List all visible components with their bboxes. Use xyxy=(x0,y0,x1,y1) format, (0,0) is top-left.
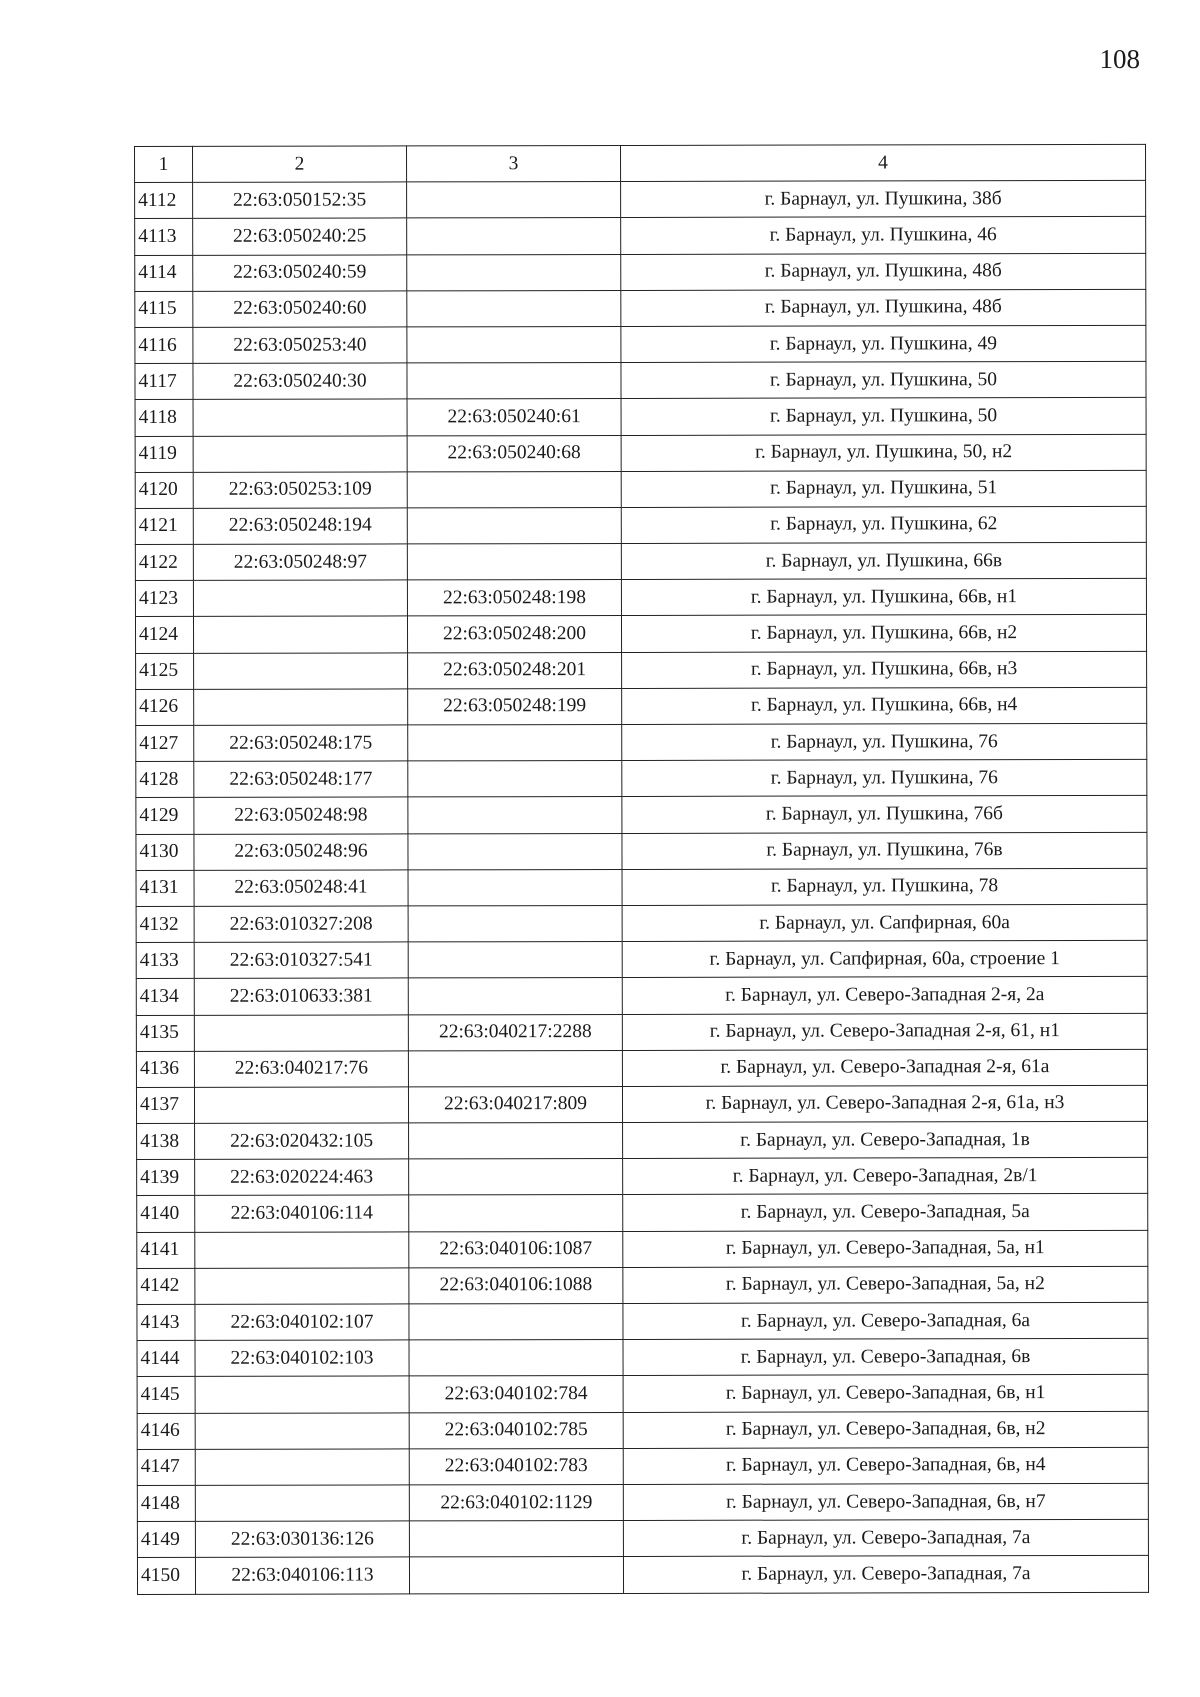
row-number: 4120 xyxy=(135,472,193,508)
cadastral-number-col2 xyxy=(193,580,407,617)
table-row xyxy=(136,904,1147,942)
row-number: 4128 xyxy=(136,762,194,798)
row-number: 4146 xyxy=(137,1413,195,1449)
address: г. Барнаул, ул. Пушкина, 78 xyxy=(622,868,1147,905)
cadastral-number-col2: 22:63:050248:98 xyxy=(194,797,408,834)
address: г. Барнаул, ул. Сапфирная, 60а xyxy=(622,904,1147,941)
table-row xyxy=(135,470,1146,508)
page-number: 108 xyxy=(1099,44,1140,74)
cadastral-number-col2: 22:63:040106:114 xyxy=(195,1195,409,1232)
row-number: 4147 xyxy=(137,1449,195,1485)
row-number: 4137 xyxy=(136,1087,194,1123)
cadastral-number-col2 xyxy=(195,1485,409,1522)
row-number: 4149 xyxy=(137,1521,195,1557)
row-number: 4134 xyxy=(136,979,194,1015)
cadastral-number-col3: 22:63:040102:785 xyxy=(409,1412,623,1449)
row-number: 4136 xyxy=(136,1051,194,1087)
table-row xyxy=(136,1049,1147,1087)
row-number: 4114 xyxy=(135,255,193,291)
cadastral-number-col2: 22:63:040102:107 xyxy=(195,1304,409,1341)
row-number: 4138 xyxy=(137,1123,195,1159)
cadastral-number-col2 xyxy=(194,653,408,690)
address: г. Барнаул, ул. Северо-Западная, 6в, н4 xyxy=(623,1447,1148,1484)
address: г. Барнаул, ул. Пушкина, 76б xyxy=(622,796,1147,833)
row-number: 4140 xyxy=(137,1196,195,1232)
cadastral-number-col3 xyxy=(407,507,621,544)
cadastral-number-col2: 22:63:040217:76 xyxy=(194,1051,408,1088)
address: г. Барнаул, ул. Северо-Западная, 5а xyxy=(623,1194,1148,1231)
row-number: 4117 xyxy=(135,364,193,400)
cadastral-number-col2 xyxy=(195,1376,409,1413)
table-row xyxy=(135,434,1146,472)
row-number: 4118 xyxy=(135,400,193,436)
cadastral-number-col3 xyxy=(407,363,621,400)
cadastral-number-col3 xyxy=(409,1159,623,1196)
cadastral-number-col2 xyxy=(195,1449,409,1486)
cadastral-number-col2: 22:63:050248:97 xyxy=(193,544,407,581)
row-number: 4126 xyxy=(136,689,194,725)
cadastral-number-col2: 22:63:010633:381 xyxy=(194,978,408,1015)
address: г. Барнаул, ул. Северо-Западная, 7а xyxy=(623,1520,1148,1557)
row-number: 4124 xyxy=(135,617,193,653)
address: г. Барнаул, ул. Пушкина, 46 xyxy=(621,217,1146,254)
cadastral-number-col3: 22:63:040217:2288 xyxy=(408,1014,622,1051)
address: г. Барнаул, ул. Пушкина, 66в, н1 xyxy=(621,579,1146,616)
cadastral-number-col2 xyxy=(195,1268,409,1305)
table-row xyxy=(137,1375,1148,1413)
address: г. Барнаул, ул. Пушкина, 51 xyxy=(621,470,1146,507)
register-table xyxy=(134,144,1149,1595)
row-number: 4131 xyxy=(136,870,194,906)
cadastral-number-col3 xyxy=(407,290,621,327)
address: г. Барнаул, ул. Северо-Западная, 6в, н2 xyxy=(623,1411,1148,1448)
address: г. Барнаул, ул. Пушкина, 48б xyxy=(621,253,1146,290)
cadastral-number-col2: 22:63:050248:194 xyxy=(193,508,407,545)
cadastral-number-col3 xyxy=(407,182,621,219)
row-number: 4121 xyxy=(135,508,193,544)
cadastral-number-col2: 22:63:040106:113 xyxy=(195,1557,409,1594)
table-row xyxy=(135,542,1146,580)
cadastral-number-col2: 22:63:020224:463 xyxy=(195,1159,409,1196)
table-row xyxy=(136,723,1147,761)
table-row xyxy=(135,362,1146,400)
cadastral-number-col2: 22:63:010327:208 xyxy=(194,906,408,943)
cadastral-number-col2: 22:63:050152:35 xyxy=(193,182,407,219)
row-number: 4116 xyxy=(135,327,193,363)
cadastral-number-col3 xyxy=(409,1521,623,1558)
table-row xyxy=(135,181,1146,219)
table-row xyxy=(136,687,1147,725)
table-row xyxy=(137,1520,1148,1558)
cadastral-number-col3 xyxy=(408,1050,622,1087)
address: г. Барнаул, ул. Пушкина, 49 xyxy=(621,325,1146,362)
cadastral-number-col2: 22:63:020432:105 xyxy=(195,1123,409,1160)
cadastral-number-col2 xyxy=(193,435,407,472)
table-row xyxy=(135,398,1146,436)
cadastral-number-col3 xyxy=(407,254,621,291)
header-col-2: 2 xyxy=(193,146,407,183)
cadastral-number-col2: 22:63:050240:59 xyxy=(193,254,407,291)
cadastral-number-col3 xyxy=(408,905,622,942)
row-number: 4139 xyxy=(137,1160,195,1196)
address: г. Барнаул, ул. Пушкина, 50 xyxy=(621,398,1146,435)
table-row xyxy=(137,1266,1148,1304)
cadastral-number-col3 xyxy=(407,326,621,363)
row-number: 4132 xyxy=(136,906,194,942)
address: г. Барнаул, ул. Пушкина, 76 xyxy=(622,723,1147,760)
cadastral-number-col3 xyxy=(409,1195,623,1232)
table-row xyxy=(135,615,1146,653)
row-number: 4141 xyxy=(137,1232,195,1268)
address: г. Барнаул, ул. Северо-Западная, 1в xyxy=(623,1121,1148,1158)
row-number: 4148 xyxy=(137,1485,195,1521)
address: г. Барнаул, ул. Пушкина, 50, н2 xyxy=(621,434,1146,471)
address: г. Барнаул, ул. Северо-Западная, 5а, н1 xyxy=(623,1230,1148,1267)
row-number: 4115 xyxy=(135,291,193,327)
cadastral-number-col3 xyxy=(409,1303,623,1340)
address: г. Барнаул, ул. Пушкина, 66в, н2 xyxy=(621,615,1146,652)
cadastral-number-col3 xyxy=(407,544,621,581)
row-number: 4123 xyxy=(135,581,193,617)
row-number: 4150 xyxy=(137,1558,195,1594)
table-row xyxy=(137,1302,1148,1340)
cadastral-number-col2: 22:63:010327:541 xyxy=(194,942,408,979)
table-row xyxy=(136,1085,1147,1123)
table-row xyxy=(136,796,1147,834)
address: г. Барнаул, ул. Северо-Западная, 7а xyxy=(623,1556,1148,1593)
table-row xyxy=(137,1339,1148,1377)
table-row xyxy=(135,325,1146,363)
row-number: 4113 xyxy=(135,219,193,255)
table-row xyxy=(137,1230,1148,1268)
address: г. Барнаул, ул. Северо-Западная, 5а, н2 xyxy=(623,1266,1148,1303)
cadastral-number-col3 xyxy=(409,1557,623,1594)
cadastral-number-col2 xyxy=(194,1087,408,1124)
cadastral-number-col2: 22:63:050248:96 xyxy=(194,833,408,870)
cadastral-number-col3 xyxy=(408,761,622,798)
address: г. Барнаул, ул. Северо-Западная 2-я, 61а xyxy=(622,1049,1147,1086)
row-number: 4133 xyxy=(136,943,194,979)
address: г. Барнаул, ул. Сапфирная, 60а, строение 1 xyxy=(622,941,1147,978)
cadastral-number-col3: 22:63:050248:201 xyxy=(408,652,622,689)
table-row xyxy=(135,217,1146,255)
table-row xyxy=(137,1483,1148,1521)
table-row xyxy=(135,506,1146,544)
cadastral-number-col3: 22:63:050240:68 xyxy=(407,435,621,472)
row-number: 4127 xyxy=(136,725,194,761)
cadastral-number-col3: 22:63:050248:198 xyxy=(407,580,621,617)
address: г. Барнаул, ул. Северо-Западная 2-я, 61а, н3 xyxy=(622,1085,1147,1122)
cadastral-number-col2: 22:63:040102:103 xyxy=(195,1340,409,1377)
cadastral-number-col3 xyxy=(407,471,621,508)
address: г. Барнаул, ул. Северо-Западная, 6а xyxy=(623,1302,1148,1339)
row-number: 4143 xyxy=(137,1304,195,1340)
cadastral-number-col3: 22:63:050248:200 xyxy=(407,616,621,653)
cadastral-number-col2: 22:63:050248:41 xyxy=(194,870,408,907)
table-row xyxy=(136,868,1147,906)
cadastral-number-col2 xyxy=(195,1232,409,1269)
address: г. Барнаул, ул. Северо-Западная 2-я, 61, н1 xyxy=(622,1013,1147,1050)
table-row xyxy=(137,1121,1148,1159)
cadastral-number-col2: 22:63:050248:175 xyxy=(194,725,408,762)
address: г. Барнаул, ул. Пушкина, 76в xyxy=(622,832,1147,869)
header-row xyxy=(135,144,1146,182)
address: г. Барнаул, ул. Пушкина, 66в, н3 xyxy=(622,651,1147,688)
address: г. Барнаул, ул. Пушкина, 50 xyxy=(621,362,1146,399)
header-col-3: 3 xyxy=(407,145,621,182)
cadastral-number-col2 xyxy=(193,399,407,436)
address: г. Барнаул, ул. Пушкина, 66в xyxy=(621,542,1146,579)
cadastral-number-col2 xyxy=(194,689,408,726)
cadastral-number-col3: 22:63:040102:784 xyxy=(409,1376,623,1413)
header-col-1: 1 xyxy=(135,146,193,182)
table-row xyxy=(135,289,1146,327)
address: г. Барнаул, ул. Северо-Западная, 6в xyxy=(623,1339,1148,1376)
table-row xyxy=(136,977,1147,1015)
cadastral-number-col2: 22:63:050253:109 xyxy=(193,472,407,509)
address: г. Барнаул, ул. Пушкина, 62 xyxy=(621,506,1146,543)
table-row xyxy=(135,579,1146,617)
row-number: 4125 xyxy=(136,653,194,689)
cadastral-number-col3 xyxy=(409,1123,623,1160)
row-number: 4145 xyxy=(137,1377,195,1413)
cadastral-number-col2: 22:63:050240:30 xyxy=(193,363,407,400)
table-row xyxy=(136,941,1147,979)
row-number: 4142 xyxy=(137,1268,195,1304)
cadastral-number-col3: 22:63:040106:1087 xyxy=(409,1231,623,1268)
cadastral-number-col3: 22:63:040217:809 xyxy=(408,1086,622,1123)
row-number: 4144 xyxy=(137,1341,195,1377)
cadastral-number-col3 xyxy=(408,724,622,761)
address: г. Барнаул, ул. Пушкина, 76 xyxy=(622,760,1147,797)
cadastral-number-col3 xyxy=(409,1340,623,1377)
address: г. Барнаул, ул. Северо-Западная 2-я, 2а xyxy=(622,977,1147,1014)
table-row xyxy=(136,651,1147,689)
table-row xyxy=(136,832,1147,870)
cadastral-number-col2: 22:63:050248:177 xyxy=(194,761,408,798)
table-row xyxy=(137,1411,1148,1449)
cadastral-number-col3: 22:63:040106:1088 xyxy=(409,1267,623,1304)
cadastral-number-col3: 22:63:040102:1129 xyxy=(409,1484,623,1521)
table-row xyxy=(135,253,1146,291)
cadastral-number-col3 xyxy=(407,218,621,255)
cadastral-number-col3 xyxy=(408,869,622,906)
cadastral-number-col3: 22:63:050240:61 xyxy=(407,399,621,436)
table-header xyxy=(135,144,1146,182)
table-body xyxy=(135,181,1149,1594)
row-number: 4129 xyxy=(136,798,194,834)
address: г. Барнаул, ул. Северо-Западная, 6в, н1 xyxy=(623,1375,1148,1412)
table-row xyxy=(137,1194,1148,1232)
row-number: 4130 xyxy=(136,834,194,870)
table-row xyxy=(137,1447,1148,1485)
cadastral-number-col2: 22:63:050240:25 xyxy=(193,218,407,255)
cadastral-number-col3: 22:63:040102:783 xyxy=(409,1448,623,1485)
table-row xyxy=(136,1013,1147,1051)
cadastral-number-col3: 22:63:050248:199 xyxy=(408,688,622,725)
row-number: 4119 xyxy=(135,436,193,472)
cadastral-number-col3 xyxy=(408,833,622,870)
cadastral-number-col2: 22:63:050253:40 xyxy=(193,327,407,364)
cadastral-number-col3 xyxy=(408,797,622,834)
address: г. Барнаул, ул. Пушкина, 48б xyxy=(621,289,1146,326)
cadastral-number-col2 xyxy=(193,616,407,653)
address: г. Барнаул, ул. Северо-Западная, 6в, н7 xyxy=(623,1483,1148,1520)
table-row xyxy=(136,760,1147,798)
cadastral-number-col2 xyxy=(195,1412,409,1449)
header-col-4: 4 xyxy=(621,144,1146,181)
cadastral-number-col3 xyxy=(408,942,622,979)
row-number: 4122 xyxy=(135,544,193,580)
cadastral-number-col3 xyxy=(408,978,622,1015)
address: г. Барнаул, ул. Северо-Западная, 2в/1 xyxy=(623,1158,1148,1195)
table-row xyxy=(137,1158,1148,1196)
cadastral-number-col2: 22:63:030136:126 xyxy=(195,1521,409,1558)
address: г. Барнаул, ул. Пушкина, 38б xyxy=(621,181,1146,218)
cadastral-number-col2: 22:63:050240:60 xyxy=(193,291,407,328)
address: г. Барнаул, ул. Пушкина, 66в, н4 xyxy=(622,687,1147,724)
cadastral-number-col2 xyxy=(194,1014,408,1051)
table-row xyxy=(137,1556,1148,1594)
row-number: 4135 xyxy=(136,1015,194,1051)
row-number: 4112 xyxy=(135,183,193,219)
